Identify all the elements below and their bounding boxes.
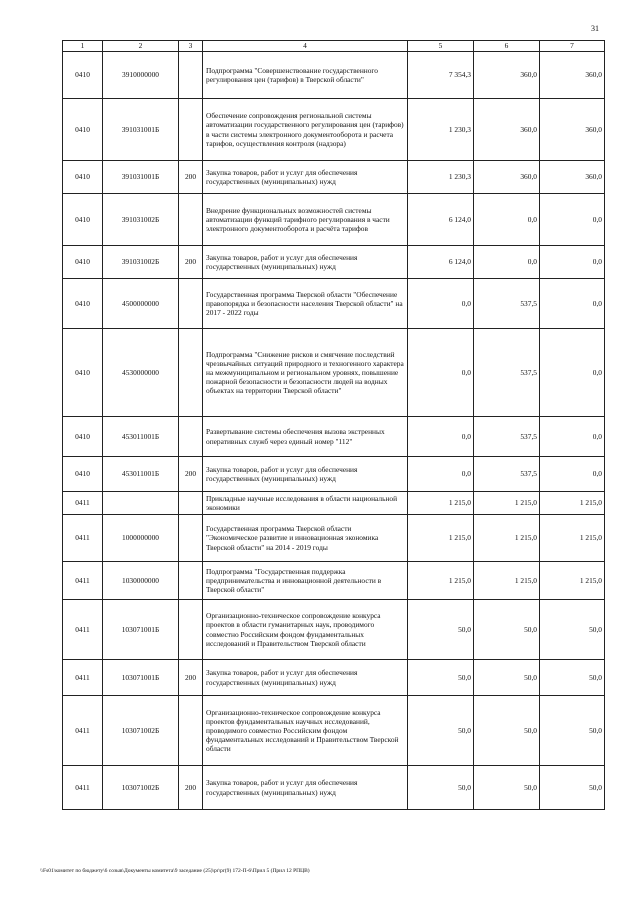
expense-kind: 200 [179,246,203,279]
target-code: 1000000000 [103,515,179,562]
amount-col7: 360,0 [540,161,605,194]
table-row [63,457,605,492]
expense-kind [179,99,203,161]
amount-col5: 1 230,3 [408,99,474,161]
expense-kind [179,52,203,99]
table-row [63,515,605,562]
column-header: 6 [474,41,540,52]
target-code: 3910000000 [103,52,179,99]
expense-kind [179,194,203,246]
section-code: 0410 [63,161,103,194]
target-code: 103071001Б [103,600,179,660]
section-code: 0411 [63,562,103,600]
expense-kind [179,492,203,515]
expense-kind: 200 [179,660,203,696]
amount-col6: 537,5 [474,417,540,457]
amount-col5: 0,0 [408,457,474,492]
column-header: 2 [103,41,179,52]
table-row [63,279,605,329]
target-code: 1030000000 [103,562,179,600]
target-code: 391031002Б [103,194,179,246]
amount-col7: 50,0 [540,696,605,766]
section-code: 0411 [63,600,103,660]
section-code: 0410 [63,279,103,329]
amount-col6: 360,0 [474,52,540,99]
amount-col7: 1 215,0 [540,492,605,515]
amount-col7: 0,0 [540,417,605,457]
amount-col5: 50,0 [408,696,474,766]
target-code: 391031001Б [103,161,179,194]
amount-col5: 1 215,0 [408,562,474,600]
amount-col6: 50,0 [474,766,540,810]
target-code: 4500000000 [103,279,179,329]
target-code: 4530000000 [103,329,179,417]
column-header-row [63,41,605,52]
target-code: 391031002Б [103,246,179,279]
amount-col6: 0,0 [474,246,540,279]
amount-col6: 1 215,0 [474,515,540,562]
file-path-footer: \\Fs01\комитет по бюджету\6 созыв\Документы комитета\9 заседание (25)\pr\pr(9) 172-П-6\Прил 5 (Прил 12 РПЦВ) [40,868,310,874]
item-name: Развертывание системы обеспечения вызова экстренных оперативных служб через единый номер "112" [203,417,408,457]
section-code: 0410 [63,52,103,99]
amount-col6: 0,0 [474,194,540,246]
section-code: 0411 [63,696,103,766]
section-code: 0410 [63,417,103,457]
column-header: 3 [179,41,203,52]
item-name: Прикладные научные исследования в области национальной экономики [203,492,408,515]
expense-kind: 200 [179,457,203,492]
amount-col5: 6 124,0 [408,246,474,279]
amount-col6: 360,0 [474,161,540,194]
expense-kind [179,417,203,457]
item-name: Закупка товаров, работ и услуг для обеспечения государственных (муниципальных) нужд [203,457,408,492]
section-code: 0410 [63,194,103,246]
amount-col7: 0,0 [540,246,605,279]
table-row [63,161,605,194]
amount-col5: 1 215,0 [408,515,474,562]
table-row [63,696,605,766]
amount-col6: 537,5 [474,279,540,329]
column-header: 7 [540,41,605,52]
section-code: 0411 [63,492,103,515]
amount-col6: 537,5 [474,329,540,417]
table-row [63,562,605,600]
expense-kind [179,562,203,600]
item-name: Подпрограмма "Государственная поддержка предпринимательства и инновационной деятельности в Тверской области" [203,562,408,600]
expense-kind [179,329,203,417]
budget-table [62,40,605,810]
column-header: 4 [203,41,408,52]
amount-col6: 360,0 [474,99,540,161]
expense-kind [179,696,203,766]
amount-col7: 50,0 [540,766,605,810]
item-name: Государственная программа Тверской области "Экономическое развитие и инновационная экономика Тверской области" на 2014 - 2019 годы [203,515,408,562]
amount-col6: 50,0 [474,600,540,660]
page-number: 31 [591,24,599,33]
section-code: 0411 [63,515,103,562]
target-code: 103071001Б [103,660,179,696]
table-row [63,52,605,99]
amount-col7: 0,0 [540,194,605,246]
target-code: 103071002Б [103,696,179,766]
item-name: Внедрение функциональных возможностей системы автоматизации функций тарифного регулирования в части электронного документооборота и расчёта тарифов [203,194,408,246]
amount-col6: 50,0 [474,660,540,696]
table-row [63,329,605,417]
amount-col7: 50,0 [540,660,605,696]
amount-col7: 360,0 [540,99,605,161]
amount-col5: 0,0 [408,417,474,457]
table-row [63,492,605,515]
item-name: Закупка товаров, работ и услуг для обеспечения государственных (муниципальных) нужд [203,161,408,194]
target-code: 453011001Б [103,417,179,457]
column-header: 5 [408,41,474,52]
amount-col7: 0,0 [540,329,605,417]
amount-col6: 537,5 [474,457,540,492]
expense-kind: 200 [179,766,203,810]
table-row [63,600,605,660]
section-code: 0410 [63,99,103,161]
table-row [63,99,605,161]
amount-col5: 7 354,3 [408,52,474,99]
table-row [63,194,605,246]
item-name: Государственная программа Тверской области "Обеспечение правопорядка и безопасности населения Тверской области" на 2017 - 2022 годы [203,279,408,329]
amount-col7: 50,0 [540,600,605,660]
section-code: 0411 [63,766,103,810]
target-code: 391031001Б [103,99,179,161]
amount-col7: 360,0 [540,52,605,99]
amount-col7: 0,0 [540,279,605,329]
amount-col6: 1 215,0 [474,562,540,600]
section-code: 0410 [63,246,103,279]
item-name: Подпрограмма "Совершенствование государственного регулирования цен (тарифов) в Тверской области" [203,52,408,99]
amount-col6: 1 215,0 [474,492,540,515]
expense-kind: 200 [179,161,203,194]
amount-col7: 1 215,0 [540,562,605,600]
item-name: Закупка товаров, работ и услуг для обеспечения государственных (муниципальных) нужд [203,660,408,696]
expense-kind [179,515,203,562]
amount-col5: 1 230,3 [408,161,474,194]
section-code: 0411 [63,660,103,696]
amount-col5: 50,0 [408,600,474,660]
item-name: Обеспечение сопровождения региональной системы автоматизации государственного регулирования цен (тарифов) в части системы электронного документооборота и расчета тарифов, осуществления контроля (надзора) [203,99,408,161]
target-code [103,492,179,515]
amount-col7: 0,0 [540,457,605,492]
item-name: Закупка товаров, работ и услуг для обеспечения государственных (муниципальных) нужд [203,766,408,810]
item-name: Организационно-техническое сопровождение конкурса проектов фундаментальных научных исследований, проводимого совместно Российским фондом фундаментальных исследований и Правительством Тверской области [203,696,408,766]
amount-col5: 0,0 [408,329,474,417]
target-code: 453011001Б [103,457,179,492]
amount-col5: 50,0 [408,766,474,810]
table-row [63,660,605,696]
table-row [63,246,605,279]
item-name: Организационно-техническое сопровождение конкурса проектов в области гуманитарных наук, проводимого совместно Российским фондом фундаментальных исследований и Правительством Тверской области [203,600,408,660]
amount-col6: 50,0 [474,696,540,766]
expense-kind [179,279,203,329]
item-name: Подпрограмма "Снижение рисков и смягчение последствий чрезвычайных ситуаций природного и техногенного характера на межмуниципальном и региональном уровнях, повышение пожарной безопасности и безопасности людей на водных объектах на территории Тверской области" [203,329,408,417]
table-row [63,417,605,457]
column-header: 1 [63,41,103,52]
target-code: 103071002Б [103,766,179,810]
amount-col7: 1 215,0 [540,515,605,562]
amount-col5: 1 215,0 [408,492,474,515]
expense-kind [179,600,203,660]
amount-col5: 50,0 [408,660,474,696]
section-code: 0410 [63,457,103,492]
item-name: Закупка товаров, работ и услуг для обеспечения государственных (муниципальных) нужд [203,246,408,279]
table-row [63,766,605,810]
amount-col5: 6 124,0 [408,194,474,246]
amount-col5: 0,0 [408,279,474,329]
section-code: 0410 [63,329,103,417]
